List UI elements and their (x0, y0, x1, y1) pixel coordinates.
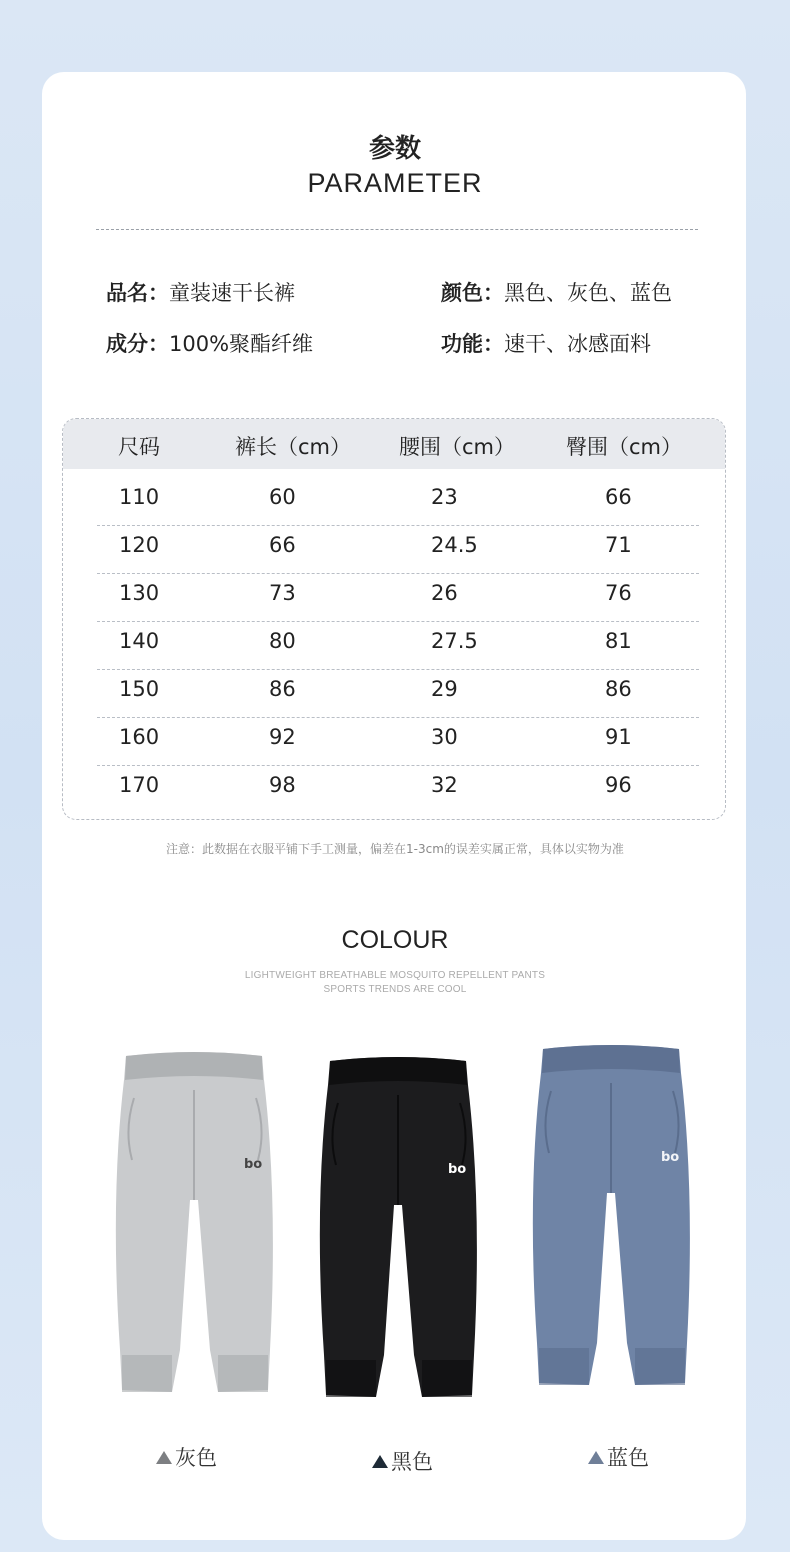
triangle-icon (156, 1451, 172, 1464)
cuff (539, 1348, 589, 1385)
black-pants-image (310, 1055, 486, 1405)
spec-name-key: 品名： (106, 281, 169, 305)
header-length: 裤长（cm） (235, 435, 352, 459)
table-cell: 76 (605, 581, 632, 605)
table-cell: 150 (119, 677, 160, 701)
table-cell: 120 (119, 533, 160, 557)
spec-material-value: 100%聚酯纤维 (169, 332, 314, 356)
spec-function-key: 功能： (441, 332, 504, 356)
table-cell: 66 (605, 485, 632, 509)
section-title-cn: 参数 (368, 134, 421, 164)
spec-name (106, 277, 295, 307)
table-cell: 66 (269, 533, 296, 557)
colour-subtitle-2: SPORTS TRENDS ARE COOL (323, 984, 467, 995)
header-waist: 腰围（cm） (399, 435, 516, 459)
blue-label (588, 1442, 649, 1472)
table-cell: 86 (269, 677, 296, 701)
brand-logo: bo (244, 1157, 263, 1172)
spec-material-key: 成分： (106, 332, 169, 356)
table-cell: 130 (119, 581, 160, 605)
table-cell: 26 (431, 581, 458, 605)
black-label (372, 1446, 433, 1476)
triangle-icon (588, 1451, 604, 1464)
table-cell: 140 (119, 629, 160, 653)
table-cell: 60 (269, 485, 296, 509)
table-cell: 86 (605, 677, 632, 701)
gray-pants-image (106, 1050, 282, 1400)
table-header (63, 419, 725, 469)
cuff (326, 1360, 376, 1397)
table-cell: 91 (605, 725, 632, 749)
table-cell: 23 (431, 485, 458, 509)
gray-label (156, 1442, 217, 1472)
row-divider (97, 573, 699, 574)
brand-logo: bo (661, 1150, 680, 1165)
table-cell: 24.5 (431, 533, 478, 557)
cuff (122, 1355, 172, 1392)
table-cell: 27.5 (431, 629, 478, 653)
table-cell: 29 (431, 677, 458, 701)
cuff (635, 1348, 685, 1385)
row-divider (97, 669, 699, 670)
cuff (422, 1360, 472, 1397)
divider (96, 229, 698, 230)
colour-subtitle-1: LIGHTWEIGHT BREATHABLE MOSQUITO REPELLENT PANTS (244, 970, 546, 981)
spec-name-value: 童装速干长裤 (169, 281, 295, 305)
table-cell: 92 (269, 725, 296, 749)
spec-function-value: 速干、冰感面料 (504, 332, 651, 356)
colour-title: COLOUR (341, 926, 449, 954)
waistband (329, 1057, 467, 1085)
blue-pants-image (523, 1043, 699, 1398)
row-divider (97, 621, 699, 622)
table-cell: 71 (605, 533, 632, 557)
gray-label-text: 灰色 (175, 1446, 217, 1470)
size-table (62, 418, 726, 820)
measurement-note: 注意：此数据在衣服平铺下手工测量，偏差在1-3cm的误差实属正常，具体以实物为准 (166, 842, 624, 856)
header-hip: 臀围（cm） (566, 435, 683, 459)
triangle-icon (372, 1455, 388, 1468)
row-divider (97, 525, 699, 526)
table-cell: 160 (119, 725, 160, 749)
table-cell: 110 (119, 485, 160, 509)
table-cell: 98 (269, 773, 296, 797)
spec-material (106, 328, 313, 358)
blue-label-text: 蓝色 (607, 1446, 649, 1470)
spec-function (441, 328, 651, 358)
row-divider (97, 765, 699, 766)
table-cell: 80 (269, 629, 296, 653)
table-cell: 73 (269, 581, 296, 605)
table-cell: 30 (431, 725, 458, 749)
table-cell: 170 (119, 773, 160, 797)
brand-logo: bo (448, 1162, 467, 1177)
spec-colors (441, 277, 672, 307)
waistband (125, 1052, 263, 1080)
waistband (542, 1045, 680, 1073)
section-title-en: PARAMETER (307, 168, 483, 198)
row-divider (97, 717, 699, 718)
table-cell: 96 (605, 773, 632, 797)
spec-colors-value: 黑色、灰色、蓝色 (504, 281, 672, 305)
header-size: 尺码 (118, 435, 160, 459)
table-cell: 81 (605, 629, 632, 653)
black-label-text: 黑色 (391, 1450, 433, 1474)
cuff (218, 1355, 268, 1392)
spec-colors-key: 颜色： (441, 281, 504, 305)
table-cell: 32 (431, 773, 458, 797)
